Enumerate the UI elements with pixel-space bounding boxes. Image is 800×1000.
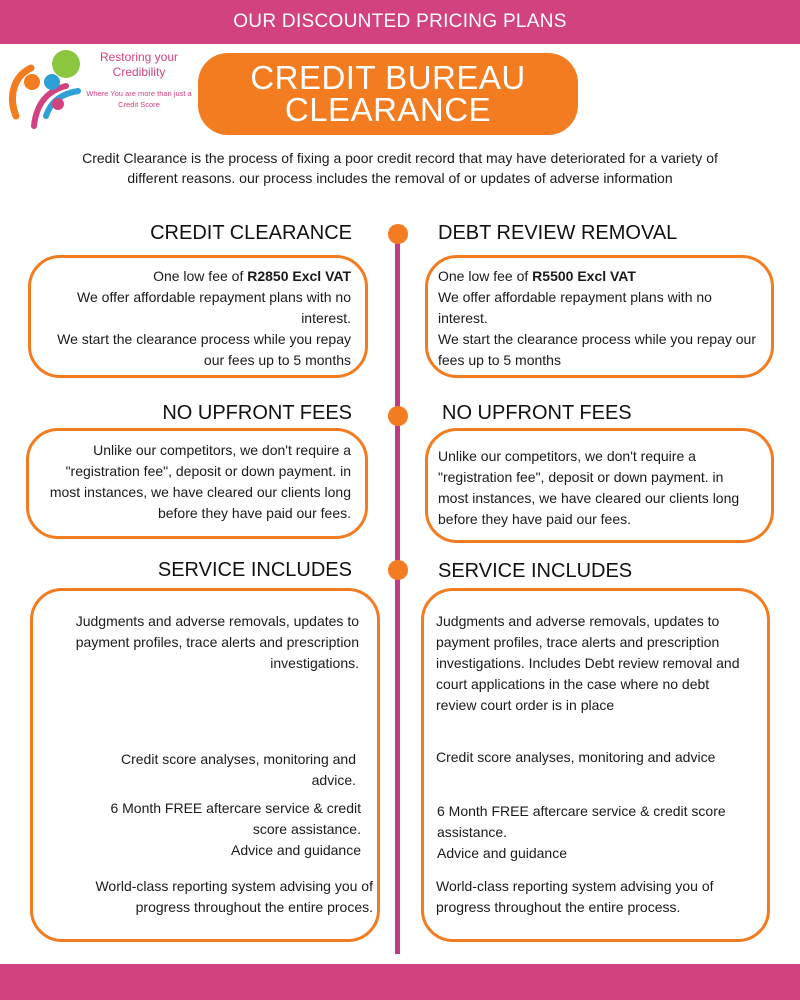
no-upfront-fees-box-right [425,428,774,543]
service-box-right [421,588,770,942]
no-upfront-fees-box-left [26,428,368,539]
upfront-text: Unlike our competitors, we don't require a "registration fee", deposit or down payment. in most instances, we have cleared our clients long before they have paid our fees. [438,448,740,527]
intro-text: Credit Clearance is the process of fixing a poor credit record that may have deteriorated for a variety of different reasons. our process includes the removal of or updates of adverse information [82,150,718,186]
service-item: 6 Month FREE aftercare service & credit score assistance. [437,803,726,840]
service-item: Advice and guidance [437,845,567,861]
upfront-text: Unlike our competitors, we don't require a "registration fee", deposit or down payment. in most instances, we have cleared our clients long before they have paid our fees. [49,442,351,521]
fee-prefix: One low fee of [153,268,248,284]
fee-line: We start the clearance process while you repay our fees up to 5 months [438,331,757,368]
service-item: Credit score analyses, monitoring and advice. [120,751,356,788]
fee-line: We offer affordable repayment plans with no interest. [438,289,712,326]
service-item: Credit score analyses, monitoring and advice [436,749,716,765]
people-logo-icon [6,46,86,136]
heading-no-upfront-fees-left: NO UPFRONT FEES [162,402,352,424]
fee-line: We offer affordable repayment plans with no interest. [77,289,351,326]
timeline-line [395,232,400,954]
heading-service-includes-left: SERVICE INCLUDES [157,559,352,581]
service-item: World-class reporting system advising you of progress throughout the entire process. [436,878,714,915]
timeline-dot [388,560,408,580]
page-title [198,53,578,135]
debt-review-fee-box [425,255,774,378]
logo-subtitle: Where You are more than just a Credit Score [86,89,192,109]
service-item: Advice and guidance [231,842,361,858]
fee-prefix: One low fee of [438,268,533,284]
top-banner [0,0,800,44]
service-item: Judgments and adverse removals, updates to payment profiles, trace alerts and prescription investigations. Includes Debt review removal and court applications in the case where no debt review court order is in place [436,613,740,713]
timeline-dot [388,224,408,244]
logo-title: Restoring your Credibility [99,50,179,79]
fee-value: R5500 Excl VAT [532,268,636,284]
heading-debt-review-removal: DEBT REVIEW REMOVAL [438,222,678,244]
fee-value: R2850 Excl VAT [247,268,351,284]
banner-title: OUR DISCOUNTED PRICING PLANS [233,11,567,32]
bottom-bar [0,964,800,1000]
service-item: World-class reporting system advising you of progress throughout the entire proces. [95,878,373,915]
credit-clearance-fee-box [28,255,368,378]
timeline-dot [388,406,408,426]
title-line-2: CLEARANCE [284,91,492,128]
heading-no-upfront-fees-right: NO UPFRONT FEES [442,402,632,424]
service-box-left [30,588,380,942]
title-line-1: CREDIT BUREAU [250,59,526,96]
fee-line: We start the clearance process while you repay our fees up to 5 months [57,331,351,368]
service-item: Judgments and adverse removals, updates to payment profiles, trace alerts and prescription investigations. [75,613,359,671]
heading-service-includes-right: SERVICE INCLUDES [438,560,633,582]
heading-credit-clearance: CREDIT CLEARANCE [150,222,352,244]
service-item: 6 Month FREE aftercare service & credit score assistance. [110,800,361,837]
